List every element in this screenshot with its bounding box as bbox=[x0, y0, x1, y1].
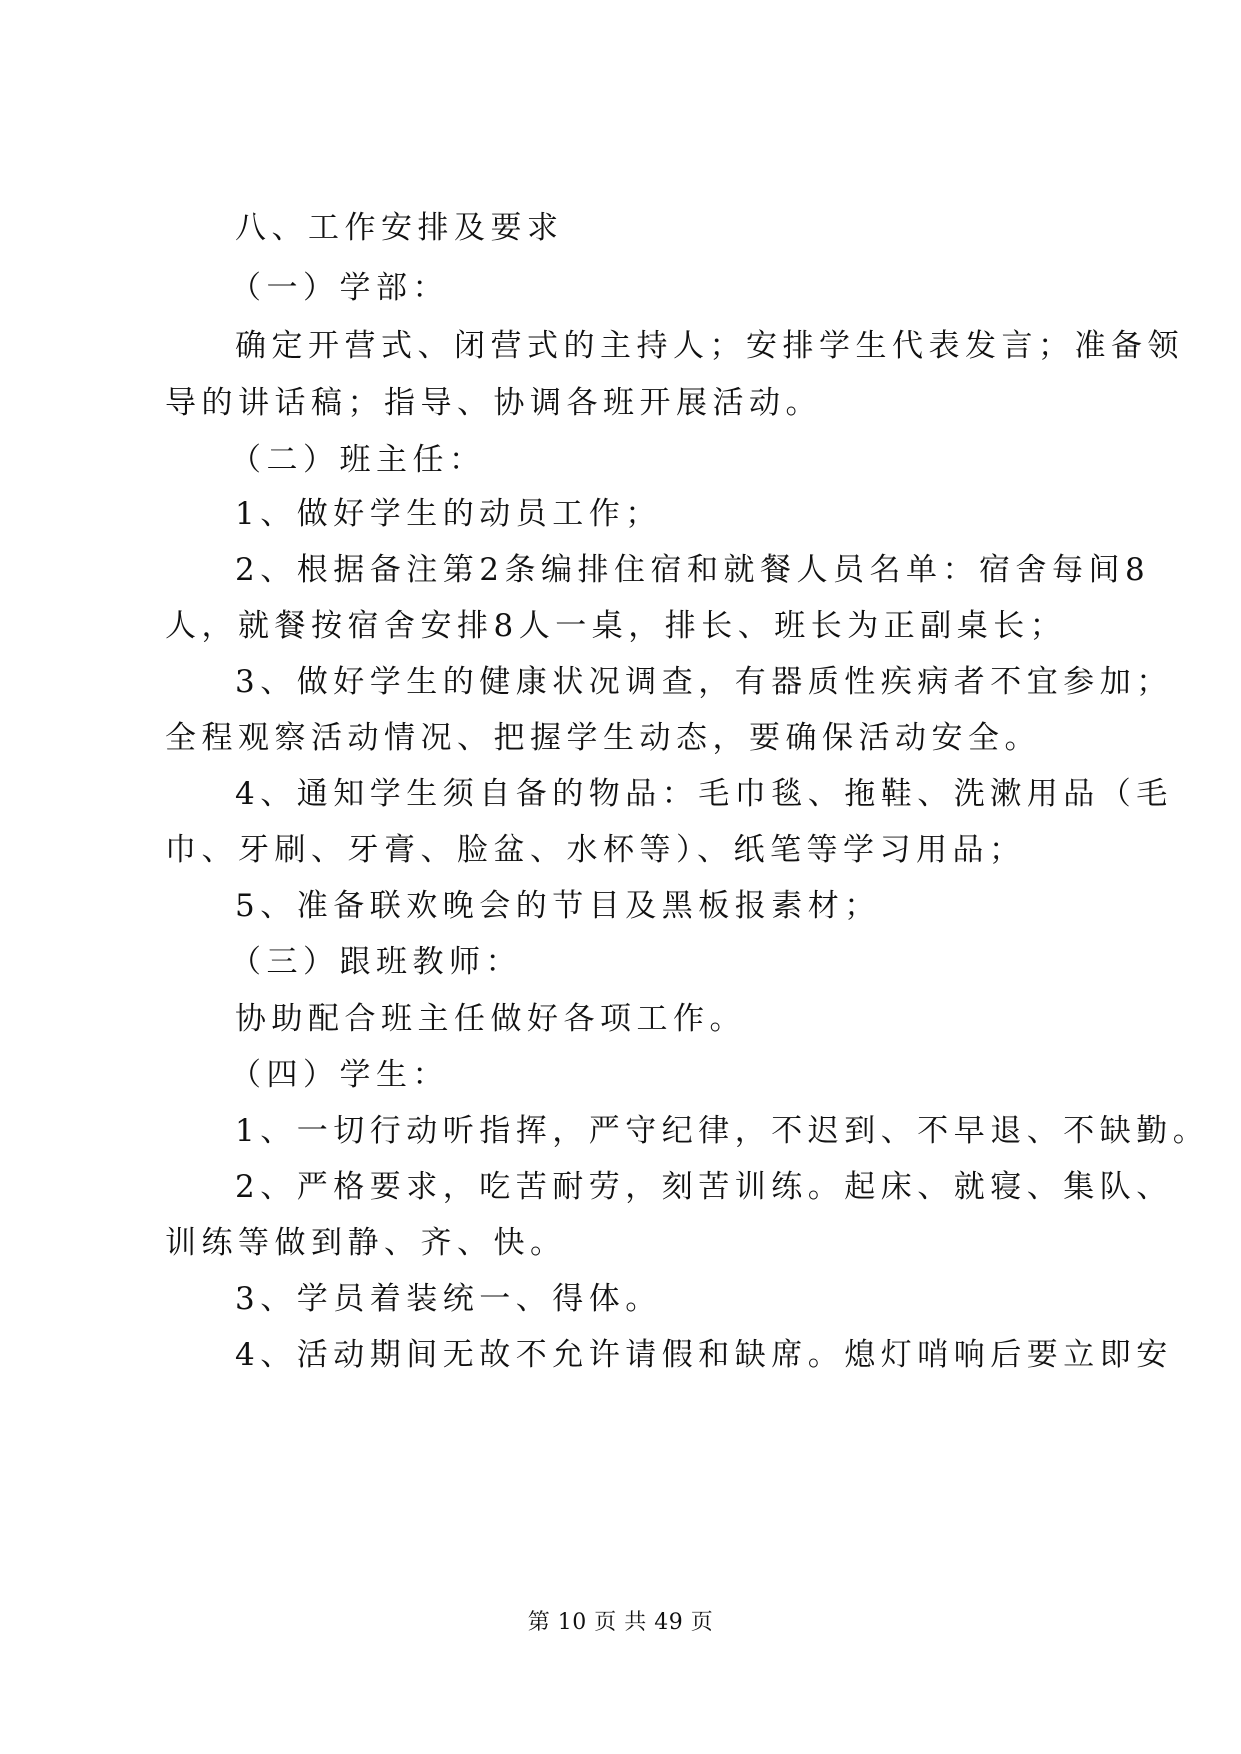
list-item-continuation: 巾、牙刷、牙膏、脸盆、水杯等）、纸笔等学习用品； bbox=[165, 832, 1026, 868]
list-item-continuation: 人，就餐按宿舍安排8人一桌，排长、班长为正副桌长； bbox=[165, 608, 1067, 644]
list-item-continuation: 全程观察活动情况、把握学生动态，要确保活动安全。 bbox=[165, 720, 1041, 756]
list-item: 1、一切行动听指挥，严守纪律，不迟到、不早退、不缺勤。 bbox=[235, 1113, 1210, 1149]
subsection-heading: （二）班主任： bbox=[230, 442, 486, 478]
paragraph-line: 导的讲话稿；指导、协调各班开展活动。 bbox=[165, 385, 822, 421]
list-item-continuation: 训练等做到静、齐、快。 bbox=[165, 1225, 567, 1261]
list-item: 4、通知学生须自备的物品：毛巾毯、拖鞋、洗漱用品（毛 bbox=[235, 776, 1173, 812]
subsection-heading: （一）学部： bbox=[230, 270, 449, 306]
paragraph-line: 确定开营式、闭营式的主持人；安排学生代表发言；准备领 bbox=[235, 328, 1184, 364]
list-item: 5、准备联欢晚会的节目及黑板报素材； bbox=[235, 888, 881, 924]
page-number-footer: 第 10 页 共 49 页 bbox=[527, 1610, 714, 1635]
list-item: 2、严格要求，吃苦耐劳，刻苦训练。起床、就寝、集队、 bbox=[235, 1169, 1173, 1205]
list-item: 3、学员着装统一、得体。 bbox=[235, 1281, 662, 1317]
paragraph-line: 协助配合班主任做好各项工作。 bbox=[235, 1001, 746, 1037]
list-item: 3、做好学生的健康状况调查，有器质性疾病者不宜参加； bbox=[235, 664, 1173, 700]
subsection-heading: （三）跟班教师： bbox=[230, 944, 522, 980]
section-heading: 八、工作安排及要求 bbox=[235, 210, 564, 246]
list-item: 4、活动期间无故不允许请假和缺席。熄灯哨响后要立即安 bbox=[235, 1337, 1173, 1373]
list-item: 1、做好学生的动员工作； bbox=[235, 496, 662, 532]
list-item: 2、根据备注第2条编排住宿和就餐人员名单：宿舍每间8 bbox=[235, 552, 1151, 588]
subsection-heading: （四）学生： bbox=[230, 1057, 449, 1093]
